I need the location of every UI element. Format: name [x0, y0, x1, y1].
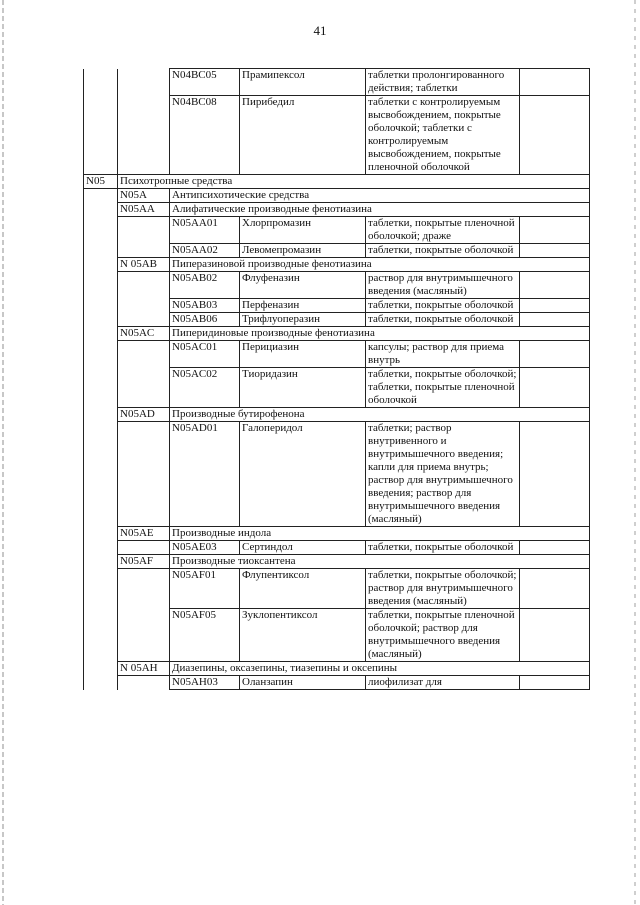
subgroup-code: N05AF — [118, 555, 170, 569]
dosage-form: таблетки; раствор внутривенного и внутримышечного введения; капли для приема внутрь; раствор для внутримышечного введения; раствор для внутримышечного введения (масляный) — [366, 422, 520, 527]
empty-cell — [520, 96, 590, 175]
drug-code: N05AC02 — [170, 368, 240, 408]
empty-cell — [520, 272, 590, 299]
blank-cell — [84, 422, 118, 527]
group-code: N05 — [84, 175, 118, 189]
blank-cell — [84, 327, 118, 341]
drug-row — [84, 299, 590, 313]
blank-cell — [84, 676, 118, 690]
drug-name: Хлорпромазин — [240, 217, 366, 244]
dosage-form: таблетки, покрытые оболочкой; раствор для внутримышечного введения (масляный) — [366, 569, 520, 609]
empty-cell — [520, 609, 590, 662]
drug-row — [84, 541, 590, 555]
subgroup-row — [84, 327, 590, 341]
subgroup-code: N05A — [118, 189, 170, 203]
drug-name: Флуфеназин — [240, 272, 366, 299]
dosage-form: таблетки с контролируемым высвобождением, покрытые оболочкой; таблетки с контролируемым высвобождением, покрытые пленочной оболочкой — [366, 96, 520, 175]
drug-code: N05AB03 — [170, 299, 240, 313]
blank-cell — [84, 299, 118, 313]
subgroup-title: Пиперидиновые производные фенотиазина — [170, 327, 590, 341]
blank-cell — [118, 541, 170, 555]
blank-cell — [118, 313, 170, 327]
blank-cell — [84, 217, 118, 244]
drug-code: N05AD01 — [170, 422, 240, 527]
subgroup-code: N05AA — [118, 203, 170, 217]
empty-cell — [520, 569, 590, 609]
subgroup-code: N 05AH — [118, 662, 170, 676]
blank-cell — [84, 555, 118, 569]
empty-cell — [520, 422, 590, 527]
blank-cell — [84, 313, 118, 327]
drug-name: Сертиндол — [240, 541, 366, 555]
dosage-form: таблетки, покрытые пленочной оболочкой; драже — [366, 217, 520, 244]
subgroup-row — [84, 258, 590, 272]
scan-edge-right — [634, 0, 636, 905]
blank-cell — [84, 527, 118, 541]
subgroup-row — [84, 527, 590, 541]
drug-row — [84, 96, 590, 175]
blank-cell — [84, 341, 118, 368]
blank-cell — [118, 217, 170, 244]
subgroup-title: Пиперазиновой производные фенотиазина — [170, 258, 590, 272]
blank-cell — [118, 676, 170, 690]
subgroup-title: Алифатические производные фенотиазина — [170, 203, 590, 217]
empty-cell — [520, 368, 590, 408]
blank-cell — [118, 96, 170, 175]
drug-row — [84, 217, 590, 244]
empty-cell — [520, 244, 590, 258]
blank-cell — [84, 609, 118, 662]
group-title: Психотропные средства — [118, 175, 590, 189]
blank-cell — [118, 422, 170, 527]
drug-row — [84, 69, 590, 96]
group-row — [84, 175, 590, 189]
drug-code: N05AH03 — [170, 676, 240, 690]
subgroup-title: Антипсихотические средства — [170, 189, 590, 203]
blank-cell — [84, 96, 118, 175]
drug-name: Галоперидол — [240, 422, 366, 527]
blank-cell — [84, 203, 118, 217]
empty-cell — [520, 541, 590, 555]
subgroup-title: Производные тиоксантена — [170, 555, 590, 569]
drug-row — [84, 341, 590, 368]
dosage-form: лиофилизат для — [366, 676, 520, 690]
subgroup-code: N05AC — [118, 327, 170, 341]
drug-name: Перициазин — [240, 341, 366, 368]
dosage-form: таблетки, покрытые оболочкой — [366, 244, 520, 258]
dosage-form: таблетки, покрытые оболочкой — [366, 541, 520, 555]
drug-code: N04BC08 — [170, 96, 240, 175]
drug-row — [84, 422, 590, 527]
blank-cell — [84, 569, 118, 609]
blank-cell — [84, 244, 118, 258]
blank-cell — [118, 341, 170, 368]
subgroup-row — [84, 408, 590, 422]
blank-cell — [118, 609, 170, 662]
blank-cell — [118, 272, 170, 299]
drug-name: Прамипексол — [240, 69, 366, 96]
blank-cell — [84, 662, 118, 676]
drug-name: Перфеназин — [240, 299, 366, 313]
drug-name: Тиоридазин — [240, 368, 366, 408]
drug-code: N05AF01 — [170, 569, 240, 609]
drug-name: Флупентиксол — [240, 569, 366, 609]
blank-cell — [118, 299, 170, 313]
dosage-form: таблетки, покрытые пленочной оболочкой; раствор для внутримышечного введения (масляный) — [366, 609, 520, 662]
subgroup-row — [84, 662, 590, 676]
drug-classification-table — [83, 68, 590, 690]
empty-cell — [520, 341, 590, 368]
subgroup-row — [84, 555, 590, 569]
drug-row — [84, 569, 590, 609]
blank-cell — [84, 541, 118, 555]
drug-code: N05AA02 — [170, 244, 240, 258]
dosage-form: раствор для внутримышечного введения (масляный) — [366, 272, 520, 299]
drug-row — [84, 368, 590, 408]
drug-code: N05AC01 — [170, 341, 240, 368]
empty-cell — [520, 299, 590, 313]
drug-code: N05AE03 — [170, 541, 240, 555]
drug-name: Трифлуоперазин — [240, 313, 366, 327]
blank-cell — [84, 272, 118, 299]
blank-cell — [84, 189, 118, 203]
dosage-form: таблетки пролонгированного действия; таблетки — [366, 69, 520, 96]
blank-cell — [118, 69, 170, 96]
dosage-form: капсулы; раствор для приема внутрь — [366, 341, 520, 368]
drug-row — [84, 244, 590, 258]
drug-code: N05AB02 — [170, 272, 240, 299]
subgroup-title: Производные бутирофенона — [170, 408, 590, 422]
subgroup-row — [84, 203, 590, 217]
drug-row — [84, 272, 590, 299]
drug-code: N05AB06 — [170, 313, 240, 327]
page-number: 41 — [313, 23, 327, 38]
blank-cell — [84, 69, 118, 96]
subgroup-title: Производные индола — [170, 527, 590, 541]
drug-row — [84, 609, 590, 662]
drug-name: Пирибедил — [240, 96, 366, 175]
subgroup-code: N05AD — [118, 408, 170, 422]
blank-cell — [84, 368, 118, 408]
drug-code: N04BC05 — [170, 69, 240, 96]
drug-name: Зуклопентиксол — [240, 609, 366, 662]
subgroup-code: N 05AB — [118, 258, 170, 272]
blank-cell — [118, 368, 170, 408]
empty-cell — [520, 69, 590, 96]
empty-cell — [520, 217, 590, 244]
empty-cell — [520, 676, 590, 690]
drug-code: N05AA01 — [170, 217, 240, 244]
subgroup-code: N05AE — [118, 527, 170, 541]
empty-cell — [520, 313, 590, 327]
dosage-form: таблетки, покрытые оболочкой — [366, 299, 520, 313]
drug-code: N05AF05 — [170, 609, 240, 662]
drug-row — [84, 313, 590, 327]
subgroup-row — [84, 189, 590, 203]
blank-cell — [84, 408, 118, 422]
blank-cell — [84, 258, 118, 272]
dosage-form: таблетки, покрытые оболочкой; таблетки, покрытые пленочной оболочкой — [366, 368, 520, 408]
subgroup-title: Диазепины, оксазепины, тиазепины и оксепины — [170, 662, 590, 676]
drug-row — [84, 676, 590, 690]
blank-cell — [118, 244, 170, 258]
blank-cell — [118, 569, 170, 609]
scan-edge-left — [2, 0, 4, 905]
drug-name: Левомепромазин — [240, 244, 366, 258]
dosage-form: таблетки, покрытые оболочкой — [366, 313, 520, 327]
drug-name: Оланзапин — [240, 676, 366, 690]
